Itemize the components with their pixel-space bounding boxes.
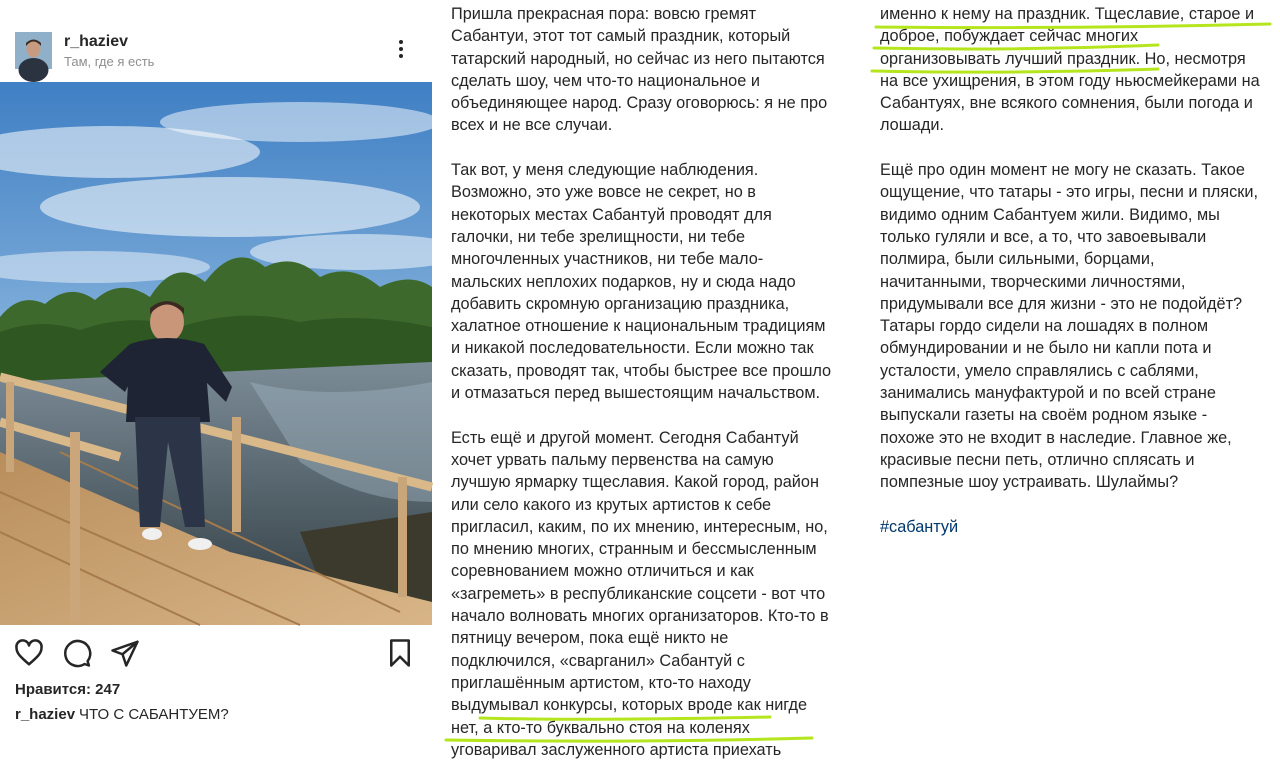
more-vertical-icon[interactable] xyxy=(391,38,411,62)
post-actions xyxy=(0,634,432,670)
bookmark-icon[interactable] xyxy=(385,638,415,668)
heart-icon[interactable] xyxy=(14,638,44,668)
paragraph-4: именно к нему на праздник. Тщеславие, старое и доброе, побуждает сейчас многих организовывать лучший праздник. Но, несмотря на все ухищрения, в этом году ньюсмейкерами на Сабантуях, вне всякого сомнения, были погода и лошади. xyxy=(880,5,1260,135)
likes-count[interactable]: Нравится: 247 xyxy=(15,681,121,698)
caption-username[interactable]: r_haziev xyxy=(15,706,76,723)
paragraph-1: Пришла прекрасная пора: вовсю гремят Сабантуи, этот тот самый праздник, который татарский народный, но сейчас из него пытаются сделать шоу, чем что-то национальное и объединяющее народ. Сразу оговорюсь: я не про всех и не все случаи. xyxy=(451,5,828,135)
caption-continuation-column-2 xyxy=(880,3,1280,560)
post-caption xyxy=(15,706,229,723)
paragraph-5: Ещё про один момент не могу не сказать. Такое ощущение, что татары - это игры, песни и пляски, видимо одним Сабантуем жили. Видимо, мы только гуляли и все, а то, что завоевывали полмира, были сильными, борцами, начитанными, творческими личностями, придумывали все для жизни - это не подойдёт? Татары гордо сидели на лошадях в полном обмундировании и не было ни капли пота и усталости, умело справлялись с саблями, занимались мануфактурой и по всей стране выпускали газеты на своём родном языке - похоже это не входит в наследие. Главное же, красивые песни петь, отлично сплясать и помпезные шоу устраивать. Шулаймы? xyxy=(880,161,1258,492)
caption-text: ЧТО С САБАНТУЕМ? xyxy=(79,706,229,723)
send-icon[interactable] xyxy=(110,638,140,668)
post-photo[interactable] xyxy=(0,82,432,625)
post-username[interactable]: r_haziev xyxy=(64,33,129,50)
paragraph-3: Есть ещё и другой момент. Сегодня Сабантуй хочет урвать пальму первенства на самую лучшую ярмарку тщеславия. Какой город, район или село какого из крутых артистов к себе пригласил, каким, по их мнению, интересным, но, по мнению многих, странным и бессмысленным соревнованием можно отличиться и как «загреметь» в республиканские соцсети - вот что начало волновать многих организаторов. Кто-то в пятницу вечером, пока ещё никто не подключился, «сварганил» Сабантуй с приглашённым артистом, кто-то находу выдумывал конкурсы, которых вроде как нигде нет, а кто-то буквально стоя на коленях уговаривал заслуженного артиста приехать xyxy=(451,428,829,759)
comment-icon[interactable] xyxy=(62,638,92,668)
avatar[interactable] xyxy=(15,32,52,69)
paragraph-2: Так вот, у меня следующие наблюдения. Возможно, это уже вовсе не секрет, но в некоторых местах Сабантуй проводят для галочки, ни тебе зрелищности, ни тебе многочленных участников, ни тебе мало- мальских неплохих подарков, ну и сюда надо добавить скромную организацию праздника, халатное отношение к национальным традициям и никакой последовательности. Если можно так сказать, проводят так, чтобы быстрее все прошло и отмазаться перед вышестоящим начальством. xyxy=(451,161,832,403)
caption-continuation-column-1 xyxy=(451,3,851,783)
instagram-post xyxy=(0,0,432,743)
post-location[interactable]: Там, где я есть xyxy=(64,54,155,69)
post-header xyxy=(0,24,432,80)
hashtag-link[interactable]: #сабантуй xyxy=(880,517,959,536)
